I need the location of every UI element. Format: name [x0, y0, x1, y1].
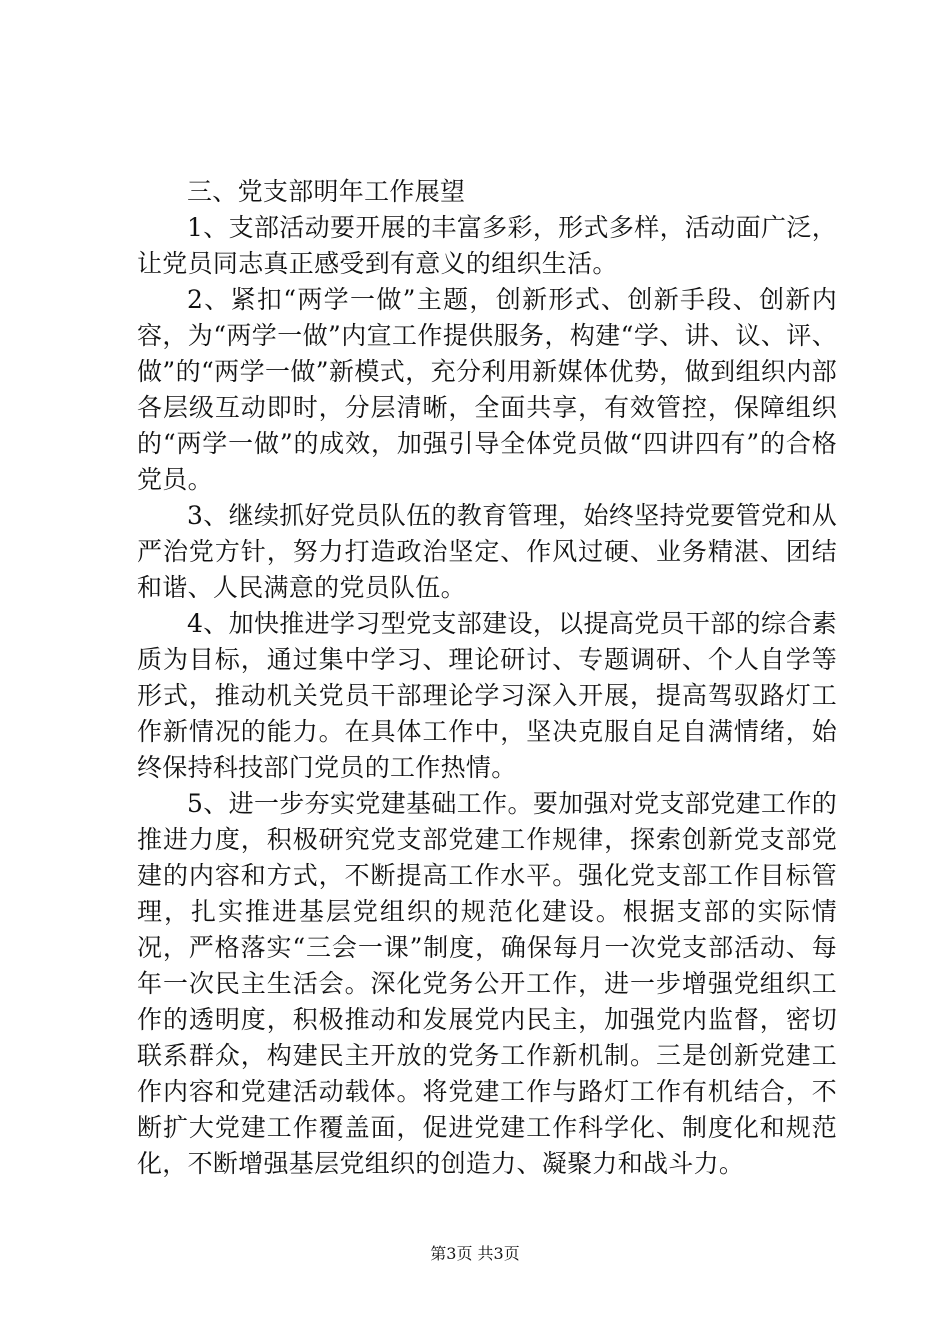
- paragraph-5: 5、进一步夯实党建基础工作。要加强对党支部党建工作的推进力度，积极研究党支部党建工作规律，探索创新党支部党建的内容和方式，不断提高工作水平。强化党支部工作目标管理，扎实推进基层党组织的规范化建设。根据支部的实际情况，严格落实“三会一课”制度，确保每月一次党支部活动、每年一次民主生活会。深化党务公开工作，进一步增强党组织工作的透明度，积极推动和发展党内民主，加强党内监督，密切联系群众，构建民主开放的党务工作新机制。三是创新党建工作内容和党建活动载体。将党建工作与路灯工作有机结合，不断扩大党建工作覆盖面，促进党建工作科学化、制度化和规范化，不断增强基层党组织的创造力、凝聚力和战斗力。: [137, 789, 837, 1178]
- paragraph-3: 3、继续抓好党员队伍的教育管理，始终坚持党要管党和从严治党方针，努力打造政治坚定、作风过硬、业务精湛、团结和谐、人民满意的党员队伍。: [137, 501, 837, 602]
- page-footer: 第3页 共3页: [430, 1244, 520, 1263]
- paragraph-2: 2、紧扣“两学一做”主题，创新形式、创新手段、创新内容，为“两学一做”内宣工作提供服务，构建“学、讲、议、评、做”的“两学一做”新模式，充分利用新媒体优势，做到组织内部各层级互动即时，分层清晰，全面共享，有效管控，保障组织的“两学一做”的成效，加强引导全体党员做“四讲四有”的合格党员。: [137, 285, 837, 494]
- paragraph-1: 1、支部活动要开展的丰富多彩，形式多样，活动面广泛，让党员同志真正感受到有意义的组织生活。: [137, 213, 837, 278]
- document-body: [137, 174, 837, 1182]
- section-heading: 三、党支部明年工作展望: [187, 177, 466, 206]
- paragraph-4: 4、加快推进学习型党支部建设，以提高党员干部的综合素质为目标，通过集中学习、理论研讨、专题调研、个人自学等形式，推动机关党员干部理论学习深入开展，提高驾驭路灯工作新情况的能力。在具体工作中，坚决克服自足自满情绪，始终保持科技部门党员的工作热情。: [137, 609, 837, 782]
